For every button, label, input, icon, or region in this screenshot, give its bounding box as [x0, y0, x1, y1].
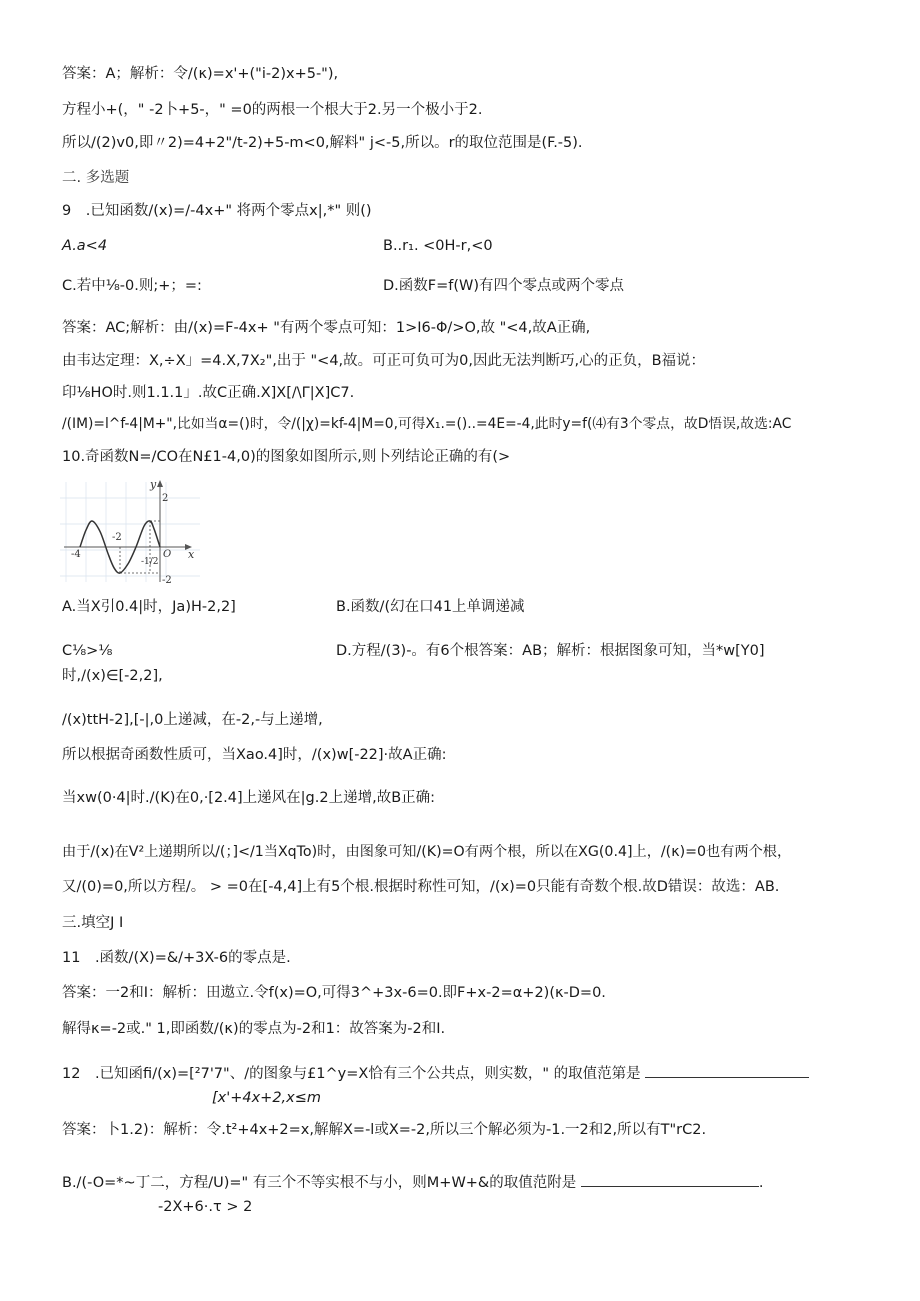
question-13 — [62, 1172, 763, 1193]
question-13-piece: -2X+6·.τ > 2 — [158, 1199, 253, 1215]
answer-blank-13[interactable] — [581, 1172, 759, 1187]
answer-10-line-6: 又/(0)=0,所以方程/。 > =0在[-4,4]上有5个根.根据时称性可知，/(x)=0只能有奇数个根.故D错误：故选：AB. — [62, 879, 780, 895]
q9-option-b: B..r₁. <0H-r,<0 — [383, 238, 493, 254]
x-tick-neg-half: -1/2 — [141, 557, 159, 567]
y-tick-neg2: -2 — [162, 575, 172, 586]
answer-11-line-1: 答案：一2和I：解析：田遨立.令f(x)=O,可得3^+3x-6=0.即F+x-2=α+2)(κ-D=0. — [62, 985, 606, 1001]
section-fill-in: 三.填空J I — [62, 915, 124, 931]
y-axis-arrow — [157, 480, 163, 487]
answer-9-line-1: 答案：AC;解析：由/(x)=F-4x+ "有两个零点可知：1>I6-Φ/>O,故 "<4,故A正确, — [62, 320, 591, 336]
question-11: 11 .函数/(X)=&/+3X-6的零点是. — [62, 950, 291, 966]
answer-10-line-1: 时,/(x)∈[-2,2], — [62, 668, 163, 684]
question-9: 9 .已知函数/(x)=/-4x+" 将两个零点x|,*" 则() — [62, 203, 372, 219]
q9-option-c: C.若中⅛-0.则;+；=: — [62, 278, 202, 294]
answer-9-line-3: 印⅛HO时.则1.1.1」.故C正确.X]X[/\Γ|X]C7. — [62, 385, 355, 401]
answer-9-line-4: /(IM)=l^f-4|M+",比如当α=()时，令/(|χ)=kf-4|M=0,可得X₁.=()..=4E=-4,此时y=f(⑷有3个零点，故D悟误,故选:AC — [62, 416, 792, 432]
question-12-text: 12 .已知函fi/(x)=[²7'7"、/的图象与£1^y=X恰有三个公共点，则实数，" 的取值范第是 — [62, 1066, 641, 1082]
answer-10-line-2: /(x)ttH-2],[-|,0上递减，在-2,-与上递增, — [62, 712, 323, 728]
q10-option-c: C⅛>⅛ — [62, 643, 113, 659]
question-13-text: B./(-O=*~丁二，方程/U)=" 有三个不等实根不与小，则M+W+&的取值范附是 — [62, 1175, 577, 1191]
answer-10-line-4: 当xw(0·4|时./(K)在0,·[2.4]上递风在|g.2上递增,故B正确: — [62, 790, 436, 806]
q10-option-b: B.函数/(幻在口41上单调递减 — [336, 599, 525, 615]
answer-blank-12[interactable] — [645, 1063, 809, 1078]
x-axis-label: x — [188, 548, 195, 561]
line-3: 所以/(2)v0,即〃2)=4+2"/t-2)+5-m<0,解料" j<-5,所以。r的取位范围是(F.-5). — [62, 135, 583, 151]
line-2: 方程小+(，" -2卜+5-，" =0的两根一个根大于2.另一个极小于2. — [62, 102, 483, 118]
function-graph — [60, 478, 210, 588]
answer-9-line-2: 由韦达定理：X,÷X」=4.X,7X₂",出于 "<4,故。可正可负可为0,因此无法判断巧,心的正负，B福说： — [62, 353, 706, 369]
answer-10-line-5: 由于/(x)在V²上递期所以/(；]</1当XqTo)时，由图象可知/(K)=O有两个根，所以在XG(0.4]上，/(κ)=0也有两个根， — [62, 844, 792, 860]
answer-11-line-2: 解得κ=-2或." 1,即函数/(κ)的零点为-2和1：故答案为-2和I. — [62, 1021, 446, 1037]
question-10: 10.奇函数N=/CO在N£1-4,0)的图象如图所示,则卜列结论正确的有(> — [62, 449, 511, 465]
y-axis-label: y — [150, 478, 157, 491]
origin-label: O — [163, 549, 172, 560]
y-tick-2: 2 — [162, 493, 169, 504]
answer-12: 答案：卜1.2)：解析：令.t²+4x+2=x,解解X=-l或X=-2,所以三个解必须为-1.一2和2,所以有T"rC2. — [62, 1122, 707, 1138]
q9-option-d: D.函数F=f(W)有四个零点或两个零点 — [383, 278, 625, 294]
answer-10-line-3: 所以根据奇函数性质可，当Xao.4]时，/(x)w[-22]·故A正确: — [62, 747, 447, 763]
grid — [60, 482, 200, 582]
tick-label-neg4: -4 — [71, 549, 81, 560]
question-12 — [62, 1063, 809, 1084]
section-multiple-choice: 二. 多选题 — [62, 170, 130, 186]
question-12-piece: [x'+4x+2,x≤m — [212, 1090, 322, 1106]
q10-option-a: A.当X引0.4|时，Ja)H-2,2] — [62, 599, 236, 615]
tick-label-neg2: -2 — [112, 532, 122, 543]
q10-option-d: D.方程/(3)-。有6个根答案：AB；解析：根据图象可知，当*w[Y0] — [336, 643, 765, 659]
line-1: 答案：A；解析：令/(κ)=x'+("i-2)x+5-"), — [62, 66, 339, 82]
question-13-period: . — [758, 1175, 764, 1191]
q9-option-a: A.a<4 — [62, 238, 108, 254]
